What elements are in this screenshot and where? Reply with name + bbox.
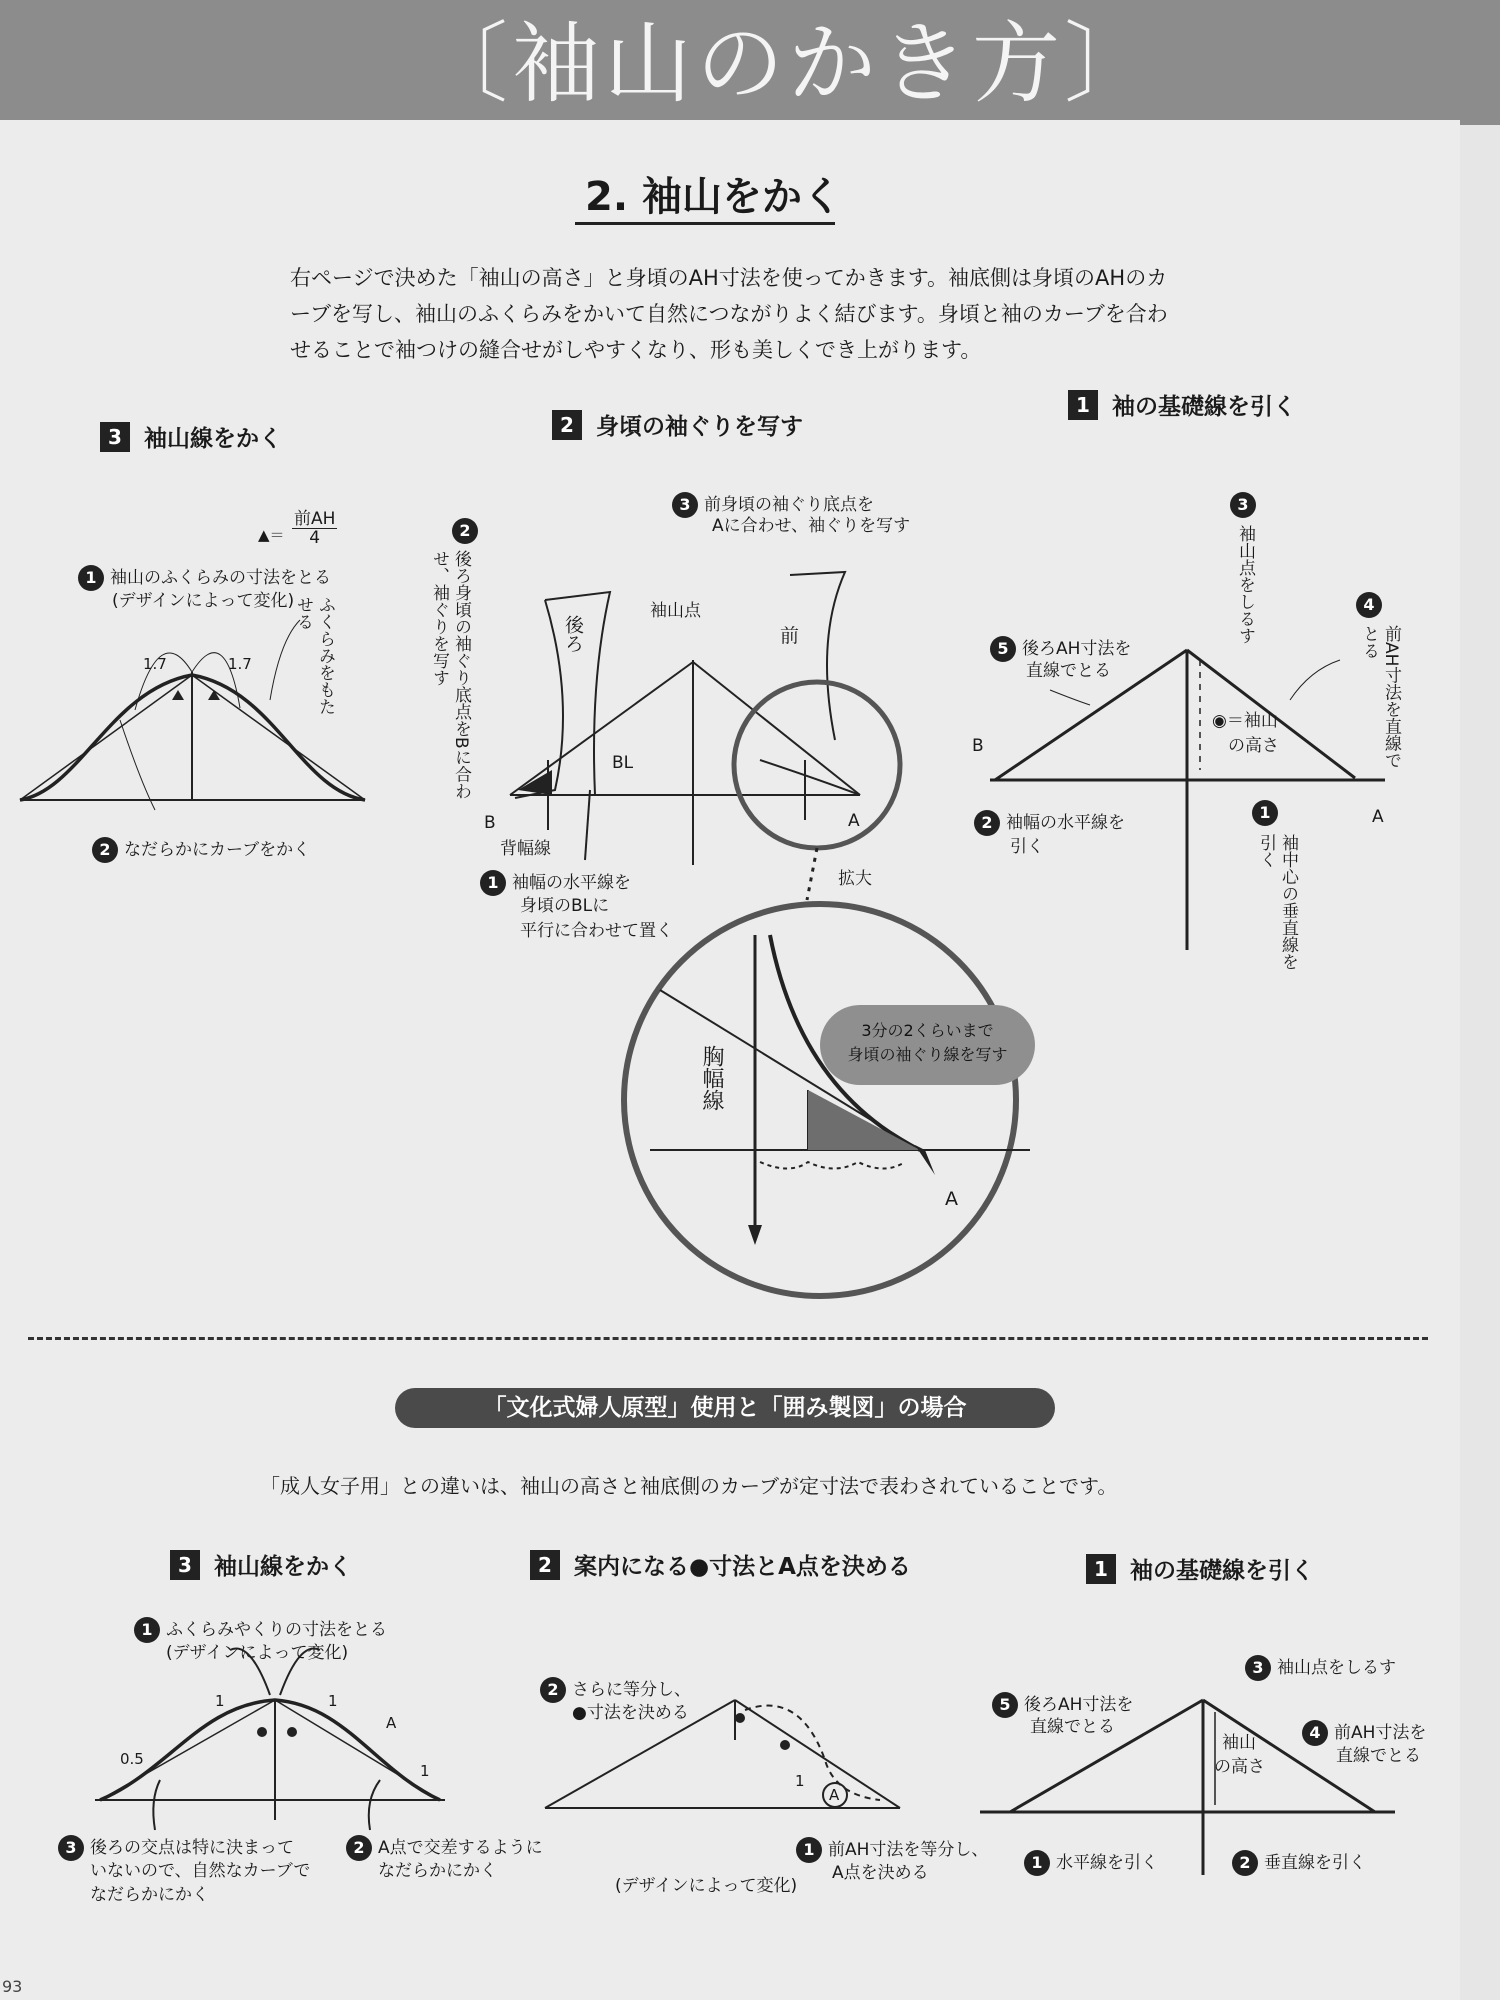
top2-peak: 袖山点 [650, 601, 701, 621]
step-number: 3 [100, 422, 130, 452]
bot2-n1b: A点を決める [832, 1863, 929, 1883]
bot3-n1: 1 ふくらみやくりの寸法をとる [134, 1617, 387, 1643]
bot1-n4: 4 前AH寸法を [1302, 1720, 1426, 1746]
top2-backline: 背幅線 [500, 839, 551, 859]
top2-note1c: 平行に合わせて置く [520, 921, 673, 941]
bot3-n2b: なだらかにかく [378, 1861, 497, 1881]
bot1-height: 袖山 [1222, 1733, 1256, 1753]
zoom-chest: 胸幅線 [699, 1045, 724, 1111]
step-number: 1 [1086, 1554, 1116, 1584]
top2-b: B [484, 813, 496, 833]
intro-paragraph: 右ページで決めた「袖山の高さ」と身頃のAH寸法を使ってかきます。袖底側は身頃のAHのカーブを写し、袖山のふくらみをかいて自然につながりよく結びます。身頃と袖のカーブを合わせることで袖つけの縫合せがしやすくなり、形も美しくでき上がります。 [290, 266, 1168, 362]
bot1-n4b: 直線でとる [1336, 1746, 1421, 1766]
arrow-down [748, 1225, 762, 1245]
subsection-pill: 「文化式婦人原型」使用と「囲み製図」の場合 [395, 1388, 1055, 1428]
top1-circle4: 4 [1356, 592, 1388, 618]
step-number: 2 [530, 1550, 560, 1580]
step-title: 袖の基礎線を引く [1130, 1558, 1314, 1584]
bot2-n2b: ●寸法を決める [572, 1703, 689, 1723]
top2-note3: 3 前身頃の袖ぐり底点を [672, 492, 874, 518]
bot2-n1: 1 前AH寸法を等分し、 [796, 1837, 988, 1863]
subsection-intro: 「成人女子用」との違いは、袖山の高さと袖底側のカーブが定寸法で表わされていることです。 [260, 1474, 1118, 1498]
top3-note1b: (デザインによって変化) [112, 591, 295, 611]
bottom-step1-heading [1086, 1552, 1314, 1585]
top3-m2: 1.7 [228, 655, 252, 673]
step-title: 身頃の袖ぐりを写す [596, 414, 803, 440]
callout-bubble: 3分の2くらいまで 身頃の袖ぐり線を写す [820, 1005, 1035, 1085]
top2-zoom: 拡大 [838, 869, 872, 889]
top1-n5: 5 後ろAH寸法を [990, 636, 1131, 662]
section-divider [28, 1337, 1428, 1340]
step-number: 1 [1068, 390, 1098, 420]
bot3-n3b: いないので、自然なカーブで [90, 1861, 311, 1881]
bot3-m1c: 1 [420, 1762, 430, 1780]
section-title: 2. 袖山をかく [585, 174, 842, 220]
bot3-n3c: なだらかにかく [90, 1885, 209, 1905]
triangle-mark [172, 690, 184, 700]
top-step1-diagram [990, 650, 1385, 950]
zoom-circle-diagram [624, 904, 1030, 1296]
step-number: 3 [170, 1550, 200, 1580]
dot-mark [735, 1713, 745, 1723]
chapter-title: 〔袖山のかき方〕 [420, 12, 1157, 115]
bot1-n3: 3 袖山点をしるす [1245, 1655, 1396, 1681]
top1-b: B [972, 736, 984, 756]
top2-front: 前 [780, 625, 800, 647]
bot3-m1a: 1 [215, 1692, 225, 1710]
bot1-n5b: 直線でとる [1030, 1717, 1115, 1737]
bottom-step2-heading [530, 1548, 911, 1581]
top1-a: A [1372, 807, 1384, 827]
bot2-m1: 1 [795, 1772, 805, 1790]
top2-note1b: 身頃のBLに [520, 896, 610, 916]
bot3-m05: 0.5 [120, 1750, 144, 1768]
bottom-step3-diagram [95, 1648, 445, 1830]
top2-a: A [848, 811, 860, 831]
step-title: 袖山線をかく [144, 426, 282, 452]
step-title: 案内になる●寸法とA点を決める [574, 1554, 911, 1580]
bot3-n3: 3 後ろの交点は特に決まって [58, 1835, 294, 1861]
step-title: 袖山線をかく [214, 1554, 352, 1580]
top1-circle3: 3 [1230, 492, 1262, 518]
top2-note3b: Aに合わせ、袖ぐりを写す [712, 516, 911, 536]
bot2-a: A [829, 1786, 840, 1804]
bot3-n1b: (デザインによって変化) [166, 1643, 349, 1663]
top3-side: ふくらみをもたせる [293, 596, 335, 715]
formula: ▲＝ 前AH 4 [258, 509, 336, 548]
bot1-n2: 2 垂直線を引く [1232, 1850, 1366, 1876]
top3-m1: 1.7 [143, 655, 167, 673]
top2-note2: 後ろ身頃の袖ぐり底点をBに合わせ、袖ぐりを写す [429, 550, 471, 800]
top2-circle2: 2 [452, 518, 484, 544]
page-number: 93 [2, 1977, 23, 1996]
bot3-m1b: 1 [328, 1692, 338, 1710]
top2-note1: 1 袖幅の水平線を [480, 870, 631, 896]
bot2-n2: 2 さらに等分し、 [540, 1677, 691, 1703]
triangle-mark [208, 690, 220, 700]
top2-bl: BL [612, 753, 634, 773]
bot3-a: A [386, 1714, 397, 1732]
bottom-step3-heading [170, 1548, 352, 1581]
dot-mark [780, 1740, 790, 1750]
top1-n1: 袖中心の垂直線を引く [1256, 834, 1298, 970]
top2-back: 後ろ [562, 615, 584, 653]
top1-height: ◉＝袖山 [1212, 711, 1278, 731]
step-title: 袖の基礎線を引く [1112, 394, 1296, 420]
top1-n2b: 引く [1010, 837, 1044, 857]
bot1-n5: 5 後ろAH寸法を [992, 1692, 1133, 1718]
top1-circle1: 1 [1252, 800, 1284, 826]
top1-n5b: 直線でとる [1026, 661, 1111, 681]
top1-n4: 前AH寸法を直線でとる [1359, 625, 1401, 769]
bot3-n2: 2 A点で交差するように [346, 1835, 543, 1861]
top3-note2: 2 なだらかにカーブをかく [92, 837, 310, 863]
top1-height2: の高さ [1228, 736, 1279, 756]
top3-note1: 1 袖山のふくらみの寸法をとる [78, 565, 331, 591]
bot1-height2: の高さ [1214, 1757, 1265, 1777]
dot-mark [287, 1727, 297, 1737]
bot2-design: (デザインによって変化) [615, 1876, 798, 1896]
zoom-a: A [945, 1188, 958, 1210]
armhole-fill-back [518, 770, 552, 795]
step-number: 2 [552, 410, 582, 440]
top1-n2: 2 袖幅の水平線を [974, 810, 1125, 836]
top1-n3: 袖山点をしるす [1235, 525, 1255, 644]
dot-mark [257, 1727, 267, 1737]
bot1-n1: 1 水平線を引く [1024, 1850, 1158, 1876]
